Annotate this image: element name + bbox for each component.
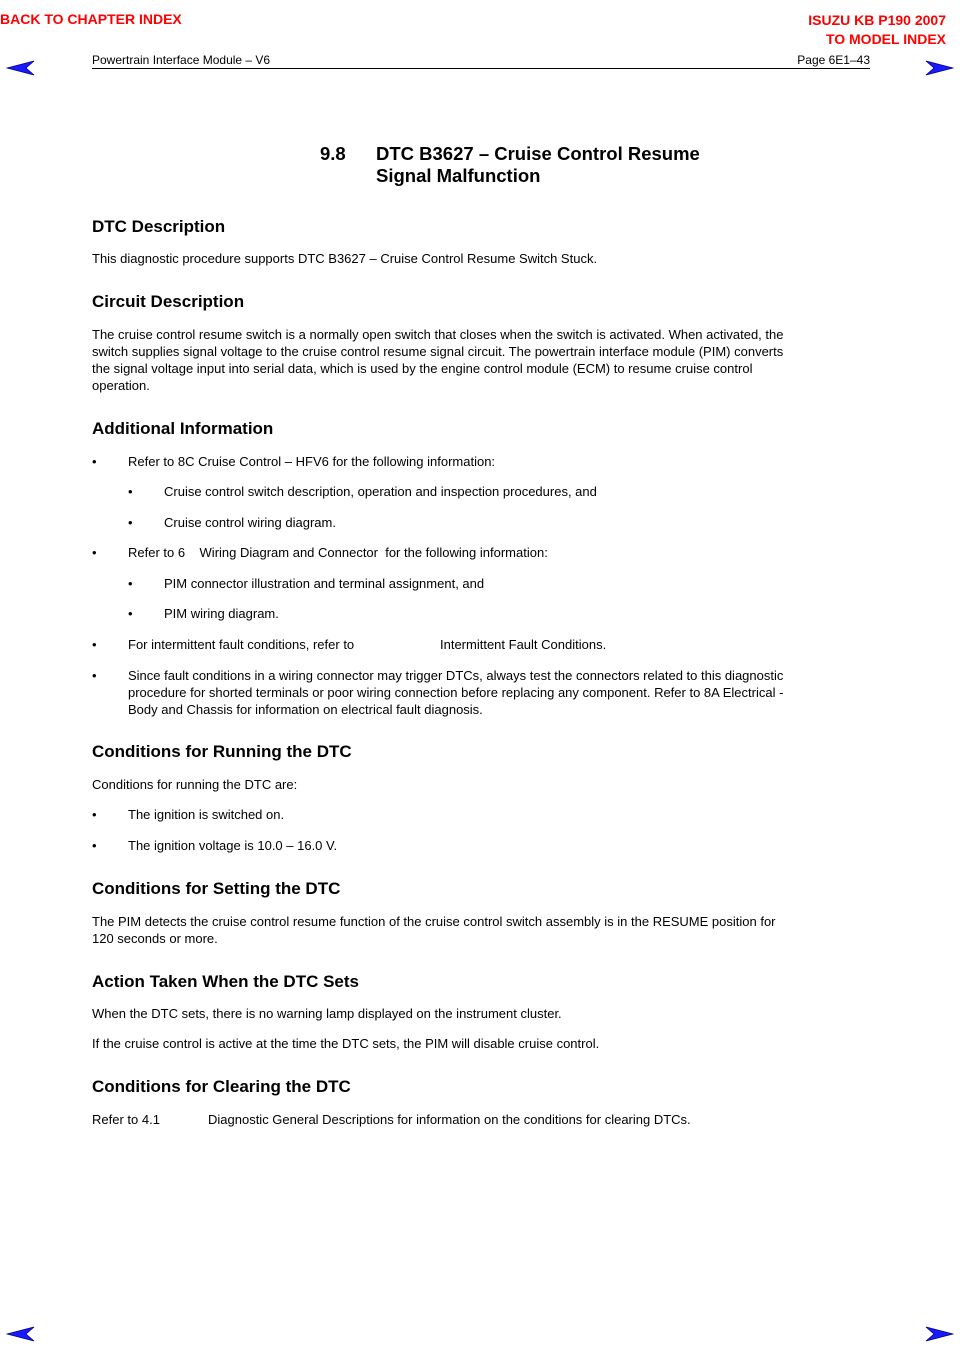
next-page-bottom-arrow-icon[interactable] [924,1326,954,1342]
section-title-line2: Signal Malfunction [376,165,541,186]
next-page-arrow-icon[interactable] [924,60,954,76]
to-model-index-label: TO MODEL INDEX [825,31,946,47]
model-title: ISUZU KB P190 2007 [808,12,946,28]
running-header-title: Powertrain Interface Module – V6 [92,53,271,67]
bullet-icon: • [92,668,97,683]
prev-page-arrow-icon[interactable] [6,60,36,76]
action-taken-heading: Action Taken When the DTC Sets [92,972,359,991]
list-item-line: Body and Chassis for information on electrical fault diagnosis. [128,702,483,717]
circuit-description-line: switch supplies signal voltage to the cruise control resume signal circuit. The powertrain interface module (PIM) converts [92,344,784,359]
list-item-text: PIM connector illustration and terminal assignment, and [164,576,485,591]
prev-page-bottom-arrow-icon[interactable] [6,1326,36,1342]
circuit-description-line: operation. [92,378,150,393]
conditions-setting-line: The PIM detects the cruise control resume function of the cruise control switch assembly is in the RESUME position for [92,914,776,929]
list-item-text [128,667,783,718]
model-index-link[interactable] [808,11,946,49]
dtc-description-heading: DTC Description [92,217,226,236]
list-item-text: Cruise control wiring diagram. [164,515,336,530]
circuit-description-line: the signal voltage input into serial data, which is used by the engine control module (ECM) to resume cruise control [92,361,753,376]
list-item-text: Cruise control switch description, operation and inspection procedures, and [164,484,597,499]
bullet-icon: • [92,545,97,560]
bullet-icon: • [92,637,97,652]
bullet-icon: • [128,484,133,499]
bullet-icon: • [92,838,97,853]
list-item-line: Since fault conditions in a wiring connector may trigger DTCs, always test the connectors related to this diagnostic [128,668,784,683]
back-to-chapter-index-link[interactable]: BACK TO CHAPTER INDEX [0,11,182,27]
conditions-clearing-ref: Refer to 4.1 [92,1112,160,1127]
conditions-running-intro: Conditions for running the DTC are: [92,777,298,792]
circuit-description-heading: Circuit Description [92,292,245,311]
conditions-setting-text [92,913,776,947]
bullet-icon: • [128,515,133,530]
conditions-setting-line: 120 seconds or more. [92,931,218,946]
list-item-text: For intermittent fault conditions, refer to [128,637,355,652]
section-number: 9.8 [320,143,346,164]
bullet-icon: • [92,807,97,822]
section-title-line1: DTC B3627 – Cruise Control Resume [376,143,700,164]
conditions-clearing-link[interactable]: Diagnostic General Descriptions for information on the conditions for clearing DTCs. [208,1112,691,1127]
additional-information-heading: Additional Information [92,419,274,438]
list-item-text: Refer to 6 Wiring Diagram and Connector for the following information: [128,545,548,560]
conditions-clearing-heading: Conditions for Clearing the DTC [92,1077,351,1096]
bullet-icon: • [128,576,133,591]
conditions-running-heading: Conditions for Running the DTC [92,742,352,761]
list-item-text: The ignition is switched on. [128,807,285,822]
action-taken-text-2: If the cruise control is active at the time the DTC sets, the PIM will disable cruise control. [92,1036,600,1051]
circuit-description-text [92,326,783,394]
list-item-text: The ignition voltage is 10.0 – 16.0 V. [128,838,338,853]
dtc-description-text: This diagnostic procedure supports DTC B3627 – Cruise Control Resume Switch Stuck. [92,251,598,266]
list-item [92,667,870,719]
intermittent-fault-link[interactable]: Intermittent Fault Conditions. [440,637,607,652]
bullet-icon: • [92,454,97,469]
list-item-text: PIM wiring diagram. [164,606,279,621]
page-number: Page 6E1–43 [797,53,870,67]
section-title [320,143,820,187]
list-item-line: procedure for shorted terminals or poor wiring connection before replacing any component. Refer to 8A Electrical - [128,685,784,700]
conditions-setting-heading: Conditions for Setting the DTC [92,879,341,898]
circuit-description-line: The cruise control resume switch is a normally open switch that closes when the switch is activated. When activated, the [92,327,784,342]
header-rule [92,68,870,69]
bullet-icon: • [128,606,133,621]
list-item-text: Refer to 8C Cruise Control – HFV6 for the following information: [128,454,496,469]
action-taken-text-1: When the DTC sets, there is no warning lamp displayed on the instrument cluster. [92,1006,562,1021]
